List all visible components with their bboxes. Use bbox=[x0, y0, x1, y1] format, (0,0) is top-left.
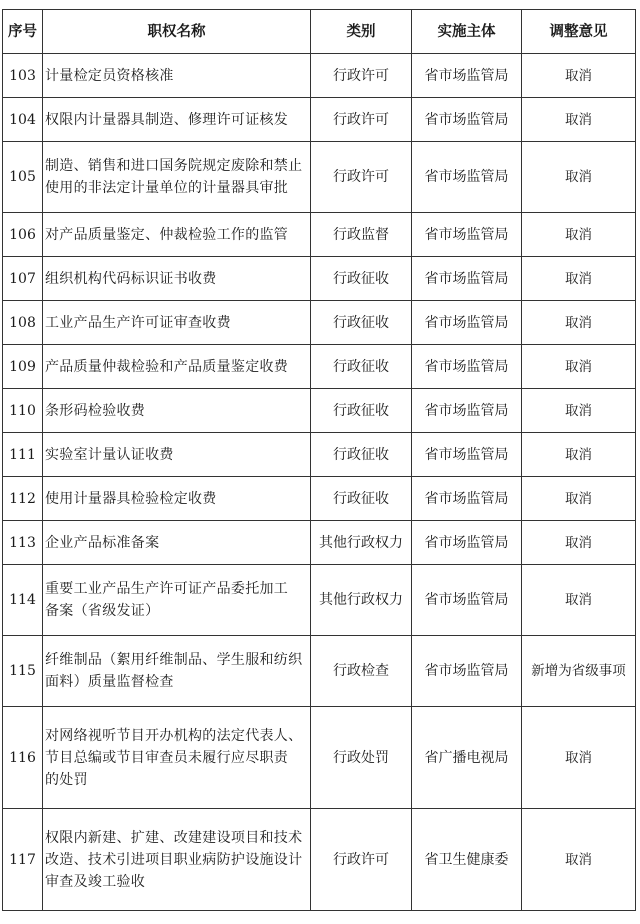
table-body bbox=[3, 54, 636, 911]
row-category: 行政征收 bbox=[311, 257, 412, 301]
table-row bbox=[3, 257, 636, 301]
row-implementing-body: 省市场监管局 bbox=[412, 636, 522, 707]
row-category: 行政征收 bbox=[311, 345, 412, 389]
table-row bbox=[3, 565, 636, 636]
row-implementing-body: 省市场监管局 bbox=[412, 565, 522, 636]
row-category: 其他行政权力 bbox=[311, 565, 412, 636]
row-name bbox=[43, 389, 311, 433]
row-category: 行政许可 bbox=[311, 809, 412, 911]
authority-table bbox=[2, 9, 636, 911]
row-name-line: 企业产品标准备案 bbox=[45, 534, 160, 551]
table-row bbox=[3, 301, 636, 345]
header-body: 实施主体 bbox=[412, 10, 522, 54]
row-implementing-body: 省市场监管局 bbox=[412, 521, 522, 565]
row-implementing-body: 省市场监管局 bbox=[412, 257, 522, 301]
row-implementing-body: 省市场监管局 bbox=[412, 301, 522, 345]
row-opinion: 取消 bbox=[522, 98, 636, 142]
row-category: 行政检查 bbox=[311, 636, 412, 707]
row-implementing-body: 省市场监管局 bbox=[412, 389, 522, 433]
row-name bbox=[43, 809, 311, 911]
table-row bbox=[3, 521, 636, 565]
row-name-line: 实验室计量认证收费 bbox=[45, 446, 174, 463]
row-name bbox=[43, 433, 311, 477]
header-no: 序号 bbox=[3, 10, 43, 54]
row-name-line: 产品质量仲裁检验和产品质量鉴定收费 bbox=[45, 358, 289, 375]
row-opinion: 取消 bbox=[522, 389, 636, 433]
row-implementing-body: 省市场监管局 bbox=[412, 142, 522, 213]
row-number: 103 bbox=[3, 54, 43, 98]
table-row bbox=[3, 636, 636, 707]
row-name bbox=[43, 707, 311, 809]
row-opinion: 取消 bbox=[522, 257, 636, 301]
table-row bbox=[3, 98, 636, 142]
row-name-line: 组织机构代码标识证书收费 bbox=[45, 270, 217, 287]
row-implementing-body: 省市场监管局 bbox=[412, 54, 522, 98]
row-name-line: 重要工业产品生产许可证产品委托加工 bbox=[45, 581, 289, 597]
row-implementing-body: 省卫生健康委 bbox=[412, 809, 522, 911]
row-name-line: 改造、技术引进项目职业病防护设施设计 bbox=[45, 851, 303, 868]
row-name-line: 条形码检验收费 bbox=[45, 402, 146, 419]
row-name-line: 使用计量器具检验检定收费 bbox=[45, 490, 217, 507]
row-name bbox=[43, 565, 311, 636]
table-row bbox=[3, 54, 636, 98]
row-name-line: 制造、销售和进口国务院规定废除和禁止 bbox=[45, 158, 303, 174]
row-name-line: 使用的非法定计量单位的计量器具审批 bbox=[45, 180, 289, 196]
table-row bbox=[3, 433, 636, 477]
row-opinion: 取消 bbox=[522, 142, 636, 213]
row-name bbox=[43, 98, 311, 142]
row-opinion: 取消 bbox=[522, 521, 636, 565]
row-implementing-body: 省市场监管局 bbox=[412, 345, 522, 389]
row-category: 其他行政权力 bbox=[311, 521, 412, 565]
row-name-line: 纤维制品（絮用纤维制品、学生服和纺织 bbox=[45, 652, 303, 668]
table-row bbox=[3, 142, 636, 213]
header-opinion: 调整意见 bbox=[522, 10, 636, 54]
row-name-line: 对网络视听节目开办机构的法定代表人、 bbox=[45, 727, 303, 744]
row-category: 行政征收 bbox=[311, 433, 412, 477]
header-name: 职权名称 bbox=[43, 10, 311, 54]
row-opinion: 新增为省级事项 bbox=[522, 636, 636, 707]
row-opinion: 取消 bbox=[522, 213, 636, 257]
table-row bbox=[3, 389, 636, 433]
row-opinion: 取消 bbox=[522, 809, 636, 911]
row-number: 114 bbox=[3, 565, 43, 636]
row-opinion: 取消 bbox=[522, 54, 636, 98]
row-number: 105 bbox=[3, 142, 43, 213]
row-category: 行政征收 bbox=[311, 389, 412, 433]
row-implementing-body: 省市场监管局 bbox=[412, 433, 522, 477]
row-number: 109 bbox=[3, 345, 43, 389]
row-category: 行政许可 bbox=[311, 54, 412, 98]
row-category: 行政许可 bbox=[311, 98, 412, 142]
row-number: 104 bbox=[3, 98, 43, 142]
row-number: 116 bbox=[3, 707, 43, 809]
row-category: 行政征收 bbox=[311, 301, 412, 345]
row-name-line: 对产品质量鉴定、仲裁检验工作的监管 bbox=[45, 226, 289, 243]
header-category: 类别 bbox=[311, 10, 412, 54]
row-name bbox=[43, 54, 311, 98]
row-name bbox=[43, 301, 311, 345]
row-number: 113 bbox=[3, 521, 43, 565]
table-row bbox=[3, 477, 636, 521]
row-name-line: 面料）质量监督检查 bbox=[45, 674, 174, 690]
row-name bbox=[43, 636, 311, 707]
row-name bbox=[43, 477, 311, 521]
row-category: 行政许可 bbox=[311, 142, 412, 213]
row-opinion: 取消 bbox=[522, 301, 636, 345]
row-name bbox=[43, 142, 311, 213]
row-number: 115 bbox=[3, 636, 43, 707]
row-implementing-body: 省广播电视局 bbox=[412, 707, 522, 809]
row-implementing-body: 省市场监管局 bbox=[412, 98, 522, 142]
row-number: 110 bbox=[3, 389, 43, 433]
row-implementing-body: 省市场监管局 bbox=[412, 213, 522, 257]
row-opinion: 取消 bbox=[522, 345, 636, 389]
row-opinion: 取消 bbox=[522, 707, 636, 809]
row-category: 行政处罚 bbox=[311, 707, 412, 809]
row-name-line: 的处罚 bbox=[45, 771, 88, 788]
table-row bbox=[3, 345, 636, 389]
row-name-line: 权限内计量器具制造、修理许可证核发 bbox=[45, 111, 289, 128]
row-number: 112 bbox=[3, 477, 43, 521]
row-category: 行政征收 bbox=[311, 477, 412, 521]
row-name-line: 审查及竣工验收 bbox=[45, 873, 146, 890]
table-row bbox=[3, 809, 636, 911]
table-header-row bbox=[3, 10, 636, 54]
row-name-line: 工业产品生产许可证审查收费 bbox=[45, 314, 231, 331]
row-name bbox=[43, 345, 311, 389]
row-opinion: 取消 bbox=[522, 477, 636, 521]
row-name bbox=[43, 521, 311, 565]
row-number: 108 bbox=[3, 301, 43, 345]
row-name-line: 权限内新建、扩建、改建建设项目和技术 bbox=[45, 829, 303, 846]
row-name-line: 备案（省级发证） bbox=[45, 603, 160, 619]
row-opinion: 取消 bbox=[522, 565, 636, 636]
table-row bbox=[3, 213, 636, 257]
row-name bbox=[43, 257, 311, 301]
row-name bbox=[43, 213, 311, 257]
row-number: 106 bbox=[3, 213, 43, 257]
row-number: 107 bbox=[3, 257, 43, 301]
row-name-line: 节目总编或节目审查员未履行应尽职责 bbox=[45, 749, 289, 766]
row-category: 行政监督 bbox=[311, 213, 412, 257]
row-number: 117 bbox=[3, 809, 43, 911]
table-row bbox=[3, 707, 636, 809]
row-number: 111 bbox=[3, 433, 43, 477]
row-name-line: 计量检定员资格核准 bbox=[45, 67, 174, 84]
row-implementing-body: 省市场监管局 bbox=[412, 477, 522, 521]
row-opinion: 取消 bbox=[522, 433, 636, 477]
